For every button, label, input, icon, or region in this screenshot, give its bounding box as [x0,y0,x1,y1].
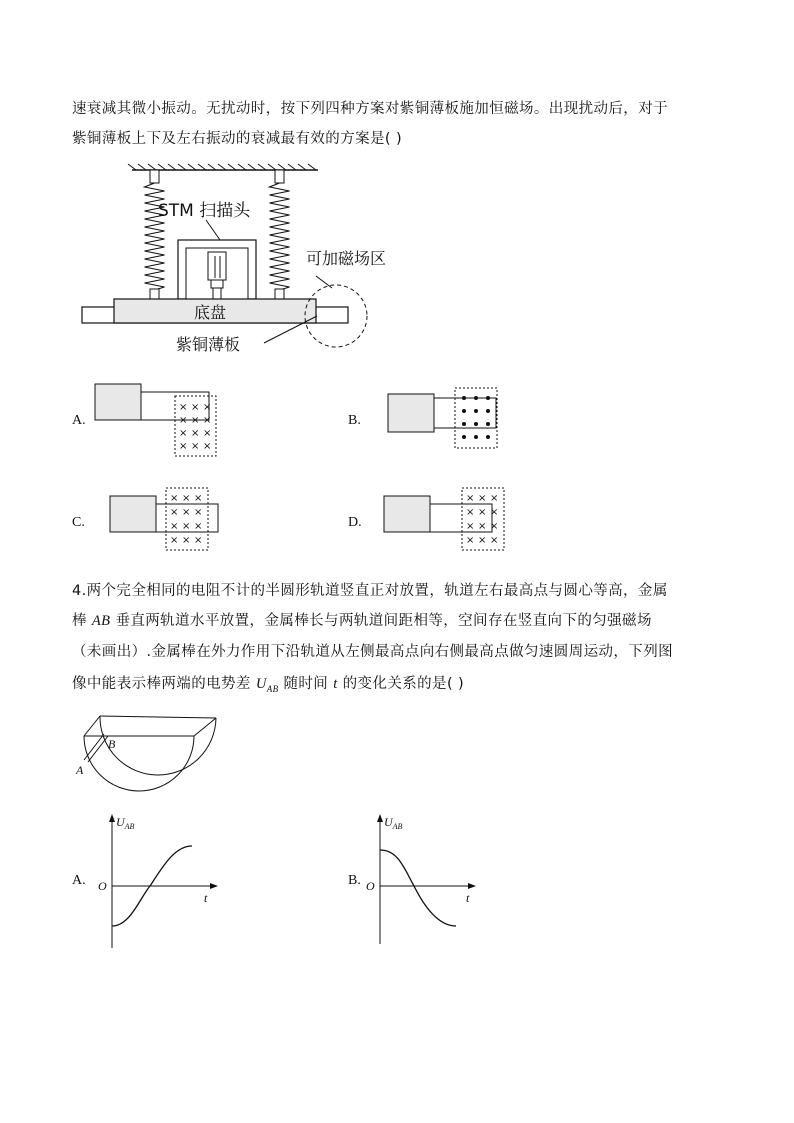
svg-text:×: × [490,493,499,504]
svg-text:×: × [203,415,212,426]
svg-text:×: × [194,493,203,504]
q3-option-a-label: A. [72,413,86,428]
graph-b-curve [380,850,456,926]
svg-text:×: × [478,535,487,546]
stm-label: STM 扫描头 [158,201,251,221]
q4-line4-pre: 像中能表示棒两端的电势差 [72,676,256,692]
q4-text-line4 [72,672,464,694]
point-a-label: A [76,763,84,777]
q3-option-d-label: D. [348,515,362,530]
stm-figure [70,160,430,360]
q4-line4-mid: 随时间 [278,676,334,692]
svg-text:UAB [384,815,403,831]
q4-line4-sub: AB [266,683,279,694]
q4-text-line3: （未画出）.金属棒在外力作用下沿轨道从左侧最高点向右侧最高点做匀速圆周运动，下列图 [72,644,674,660]
svg-text:×: × [478,493,487,504]
q3-option-a-figure [95,380,225,460]
svg-text:×: × [194,521,203,532]
plate-label: 紫铜薄板 [176,335,241,354]
svg-text:×: × [191,441,200,452]
q4-option-a-label: A. [72,873,86,888]
svg-text:×: × [203,428,212,439]
q4-line2-post: 垂直两轨道水平放置，金属棒长与两轨道间距相等，空间存在竖直向下的匀强磁场 [110,613,652,629]
svg-text:×: × [194,535,203,546]
graph-b-ylabel-sub: AB [392,822,403,831]
q4-line4-post: 的变化关系的是( ) [337,676,465,692]
graph-a-xlabel: t [204,891,208,905]
svg-text:×: × [179,415,188,426]
q4-graph-a [90,810,230,950]
q4-graph-b [358,810,498,950]
svg-text:UAB [116,815,135,831]
svg-text:×: × [179,428,188,439]
q3-option-b-figure [388,386,508,456]
q3-option-c-figure [110,486,230,556]
point-b-label: B [108,737,116,751]
svg-text:×: × [170,535,179,546]
svg-text:×: × [182,493,191,504]
graph-b-ylabel: U [384,815,393,829]
svg-text:×: × [490,535,499,546]
svg-text:×: × [182,521,191,532]
svg-text:×: × [466,535,475,546]
svg-text:×: × [191,428,200,439]
q3-option-b-label: B. [348,413,361,428]
svg-text:×: × [203,441,212,452]
q3-text-line2: 紫铜薄板上下及左右振动的衰减最有效的方案是( ) [72,131,403,147]
svg-text:×: × [194,507,203,518]
left-spring [145,183,165,290]
svg-text:×: × [191,415,200,426]
svg-text:×: × [466,507,475,518]
q4-line4-u: U [255,676,267,692]
q4-line4-t: t [333,676,338,692]
svg-text:×: × [170,521,179,532]
svg-text:×: × [203,402,212,413]
q3-option-d-figure [384,486,514,556]
base-label: 底盘 [194,303,227,322]
q4-line2-pre: 棒 [72,613,92,629]
q4-line2-ab: AB [91,613,111,629]
svg-text:×: × [170,507,179,518]
graph-a-ylabel: U [116,815,125,829]
svg-text:×: × [179,402,188,413]
svg-text:×: × [466,521,475,532]
svg-text:×: × [182,507,191,518]
q3-text-line1: 速衰减其微小振动。无扰动时，按下列四种方案对紫铜薄板施加恒磁场。出现扰动后，对于 [72,101,668,117]
q3-option-c-label: C. [72,515,85,530]
magnet-zone-label: 可加磁场区 [306,249,387,268]
graph-a-origin: O [98,879,107,893]
svg-text:×: × [179,441,188,452]
rails-figure [70,710,220,810]
right-spring [270,183,290,290]
svg-text:×: × [490,521,499,532]
svg-text:×: × [170,493,179,504]
svg-text:×: × [191,402,200,413]
svg-text:×: × [478,521,487,532]
q4-text-line2 [72,609,652,630]
svg-text:×: × [490,507,499,518]
svg-text:×: × [466,493,475,504]
graph-a-ylabel-sub: AB [124,822,135,831]
svg-text:×: × [478,507,487,518]
svg-text:×: × [182,535,191,546]
q4-text-line1: 4.两个完全相同的电阻不计的半圆形轨道竖直正对放置，轨道左右最高点与圆心等高，金属 [72,583,668,599]
graph-b-xlabel: t [466,891,470,905]
q4-option-b-label: B. [348,873,361,888]
graph-b-origin: O [366,879,375,893]
